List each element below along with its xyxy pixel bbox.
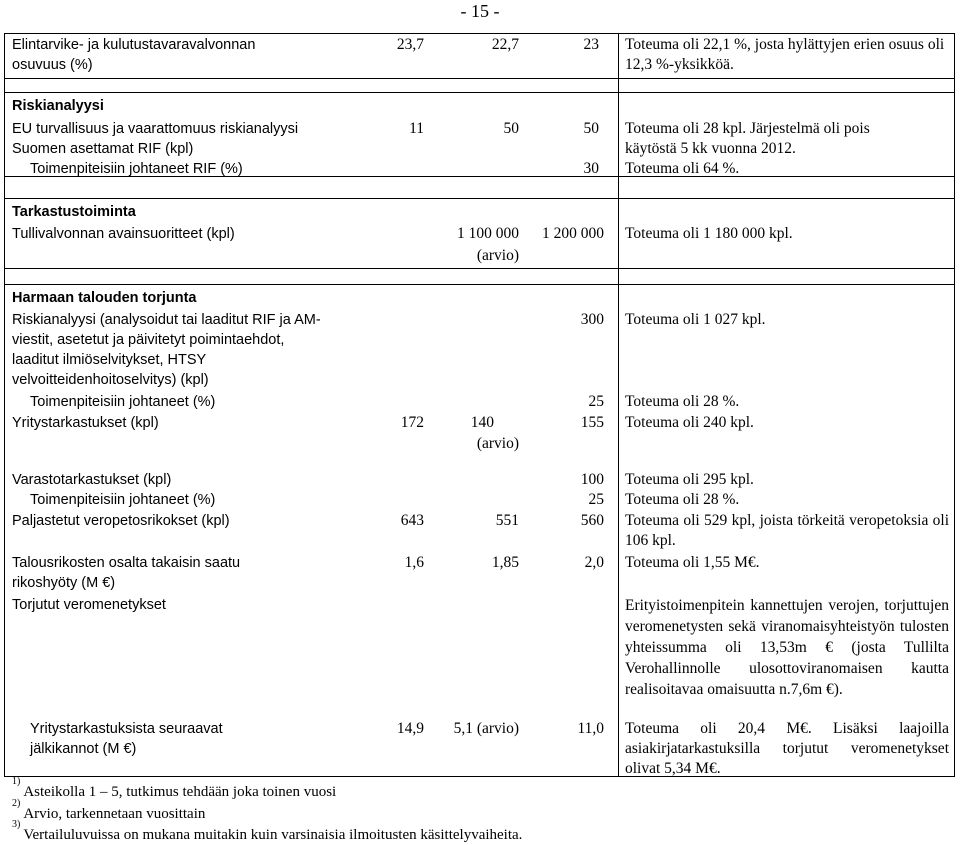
value-2011-note: (arvio) xyxy=(476,247,519,264)
row-divider xyxy=(4,78,955,79)
row-divider xyxy=(4,268,955,269)
value-2010: 23,7 xyxy=(396,36,424,53)
footnote-text: Asteikolla 1 – 5, tutkimus tehdään joka toinen vuosi xyxy=(23,784,337,800)
row-label: Torjutut veromenetykset xyxy=(12,597,166,613)
value-target: 23 xyxy=(583,36,599,53)
row-comment: käytöstä 5 kk vuonna 2012. xyxy=(625,140,796,157)
row-comment: Toteuma oli 28 %. xyxy=(625,491,740,508)
footnote-text: Vertailuluvuissa on mukana muitakin kuin varsinaisia ilmoitusten käsittelyvaiheita. xyxy=(23,827,523,843)
row-label: Tullivalvonnan avainsuoritteet (kpl) xyxy=(12,226,235,242)
value-2011: 140 xyxy=(470,414,494,431)
value-2010: 172 xyxy=(400,414,424,431)
value-2011: 551 xyxy=(495,512,519,529)
row-label: Toimenpiteisiin johtaneet RIF (%) xyxy=(30,161,243,177)
row-label: Yritystarkastuksista seuraavat jälkikannot (M €) xyxy=(30,721,223,757)
value-target: 155 xyxy=(580,414,604,431)
section-heading: Harmaan talouden torjunta xyxy=(12,290,197,306)
value-target: 25 xyxy=(588,491,604,508)
value-2010: 11 xyxy=(409,120,424,137)
row-label: Elintarvike- ja kulutustavaravalvonnan osuvuus (%) xyxy=(12,37,256,73)
results-table xyxy=(4,33,955,777)
table-border-left xyxy=(4,33,5,777)
value-2011: 22,7 xyxy=(491,36,519,53)
row-comment: Toteuma oli 1,55 M€. xyxy=(625,554,760,571)
footnote-mark: 2) xyxy=(12,798,21,809)
footnote xyxy=(12,821,522,845)
value-2011: 1 100 000 xyxy=(457,225,519,242)
table-top-border xyxy=(4,33,955,34)
value-target: 2,0 xyxy=(584,554,604,571)
row-label: Toimenpiteisiin johtaneet (%) xyxy=(30,492,216,508)
value-2010: 14,9 xyxy=(396,720,424,737)
footnote-text: Arvio, tarkennetaan vuosittain xyxy=(23,806,206,822)
row-comment: Toteuma oli 240 kpl. xyxy=(625,414,754,431)
row-label: Talousrikosten osalta takaisin saatu rikoshyöty (M €) xyxy=(12,555,241,591)
value-target: 30 xyxy=(583,160,599,177)
table-border-right xyxy=(954,33,955,777)
row-comment: Toteuma oli 295 kpl. xyxy=(625,471,754,488)
row-comment: Erityistoimenpitein kannettujen verojen, torjuttujen veromenetysten sekä viranomaisyhteistyön tulosten yhteissumma oli 13,53m € (josta Tullilta Verohallinnolle ulosottoviranomaisen kautta realisoitavaa omaisuutta n.7,6m €). xyxy=(625,597,949,698)
section-heading: Tarkastustoiminta xyxy=(12,204,136,220)
value-2011: 5,1 (arvio) xyxy=(453,720,519,737)
row-label: Riskianalyysi (analysoidut tai laaditut RIF ja AM-viestit, asetetut ja päivitetyt poimintaehdot, laaditut ilmiöselvitykset, HTSY velvoitteidenhoitoselvitys) (kpl) xyxy=(12,312,321,388)
value-target: 300 xyxy=(580,311,604,328)
row-comment: Toteuma oli 64 %. xyxy=(625,160,740,177)
value-2011: 50 xyxy=(503,120,519,137)
column-divider xyxy=(618,33,619,777)
row-divider xyxy=(4,92,955,93)
row-divider xyxy=(4,284,955,285)
footnote-mark: 1) xyxy=(12,776,21,787)
row-comment: Toteuma oli 28 kpl. Järjestelmä oli pois xyxy=(625,120,870,137)
row-comment: Toteuma oli 20,4 M€. Lisäksi laajoilla asiakirjatarkastuksilla torjutut veromenetykset olivat 5,34 M€. xyxy=(625,720,949,777)
section-heading: Riskianalyysi xyxy=(12,98,104,114)
value-target: 1 200 000 xyxy=(542,225,604,242)
value-2010: 643 xyxy=(400,512,424,529)
value-2010: 1,6 xyxy=(404,554,424,571)
row-comment: Toteuma oli 22,1 %, josta hylättyjen erien osuus oli 12,3 %-yksikköä. xyxy=(625,36,945,73)
value-2011: 1,85 xyxy=(491,554,519,571)
row-label: EU turvallisuus ja vaarattomuus riskianalyysi Suomen asettamat RIF (kpl) xyxy=(12,121,299,157)
row-label: Yritystarkastukset (kpl) xyxy=(12,415,159,431)
footnote xyxy=(12,778,336,802)
row-comment: Toteuma oli 28 %. xyxy=(625,393,740,410)
row-comment: Toteuma oli 1 180 000 kpl. xyxy=(625,225,793,242)
footnote-mark: 3) xyxy=(12,819,21,830)
value-target: 25 xyxy=(588,393,604,410)
page-number: - 15 - xyxy=(460,1,500,21)
value-2011-note: (arvio) xyxy=(476,435,519,452)
row-label: Toimenpiteisiin johtaneet (%) xyxy=(30,394,216,410)
row-comment: Toteuma oli 529 kpl, joista törkeitä veropetoksia oli 106 kpl. xyxy=(625,512,949,549)
row-label: Paljastetut veropetosrikokset (kpl) xyxy=(12,513,230,529)
value-target: 50 xyxy=(583,120,599,137)
value-target: 11,0 xyxy=(577,720,604,737)
row-divider xyxy=(4,198,955,199)
value-target: 100 xyxy=(580,471,604,488)
row-label: Varastotarkastukset (kpl) xyxy=(12,472,172,488)
row-comment: Toteuma oli 1 027 kpl. xyxy=(625,311,766,328)
value-target: 560 xyxy=(580,512,604,529)
